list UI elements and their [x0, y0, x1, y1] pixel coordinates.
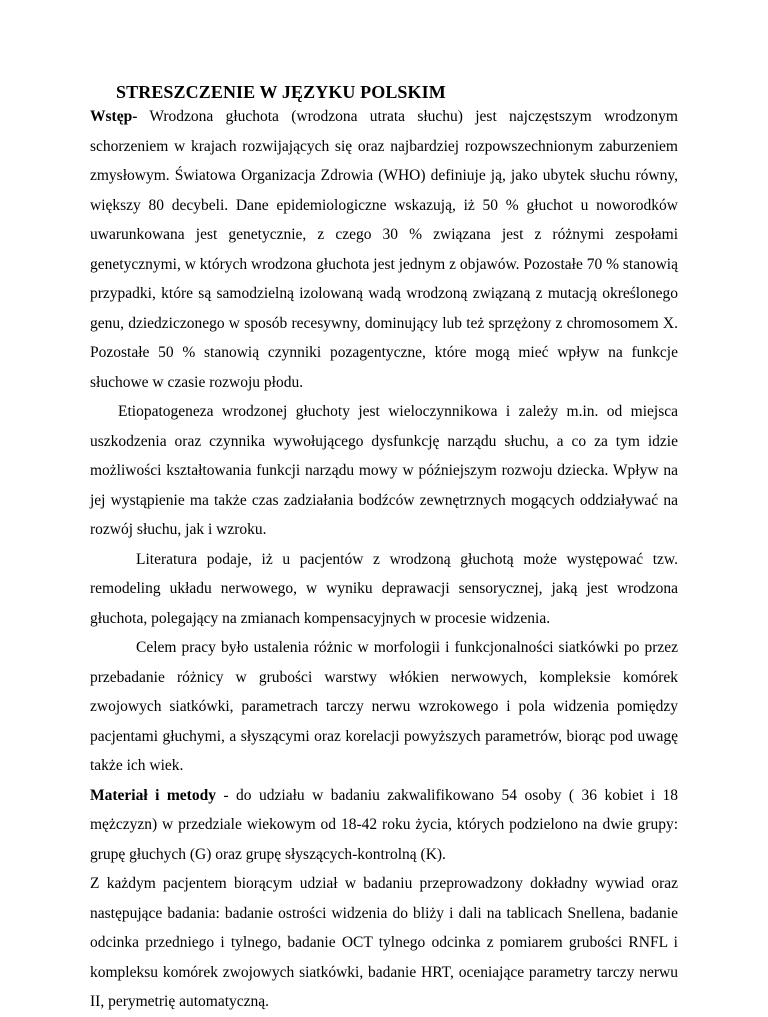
- exams-paragraph: Z każdym pacjentem biorącym udział w badaniu przeprowadzony dokładny wywiad oraz następujące badania: badanie ostrości widzenia do bliży i dali na tablicach Snellena, badanie odcinka przedniego i tylnego, badanie OCT tylnego odcinka z pomiarem grubości RNFL i kompleksu komórek zwojowych siatkówki, badanie HRT, oceniające parametry tarczy nerwu II, perymetrię automatyczną.: [90, 875, 678, 1010]
- methods-text: - do udziału w badaniu zakwalifikowano 54 osoby ( 36 kobiet i 18 mężczyzn) w przedziale wiekowym od 18-42 roku życia, których podzielono na dwie grupy: grupę głuchych (G) oraz grupę słyszących-kontrolną (K).: [90, 786, 678, 863]
- intro-lead: Wstęp-: [90, 108, 138, 125]
- intro-paragraph: [90, 102, 678, 397]
- document-body: [90, 102, 678, 1017]
- page-title: STRESZCZENIE W JĘZYKU POLSKIM: [116, 82, 446, 102]
- methods-lead: Materiał i metody: [90, 786, 216, 804]
- intro-text: Wrodzona głuchota (wrodzona utrata słuchu) jest najczęstszym wrodzonym schorzeniem w krajach rozwijających się oraz najbardziej rozpowszechnionym zaburzeniem zmysłowym. Światowa Organizacja Zdrowia (WHO) definiuje ją, jako ubytek słuchu równy, większy 80 decybeli. Dane epidemiologiczne wskazują, iż 50 % głuchot u noworodków uwarunkowana jest genetycznie, z czego 30 % związana jest z różnymi zespołami genetycznymi, w których wrodzona głuchota jest jednym z objawów. Pozostałe 70 % stanowią przypadki, które są samodzielną izolowaną wadą wrodzoną związaną z mutacją określonego genu, dziedziczonego w sposób recesywny, dominujący lub też sprzężony z chromosomem X. Pozostałe 50 % stanowią czynniki pozagentyczne, które mogą mieć wpływ na funkcje słuchowe w czasie rozwoju płodu.: [90, 108, 678, 391]
- etiology-paragraph: Etiopatogeneza wrodzonej głuchoty jest wieloczynnikowa i zależy m.in. od miejsca uszkodzenia oraz czynnika wywołującego dysfunkcję narządu słuchu, a co za tym idzie możliwości kształtowania funkcji narządu mowy w późniejszym rozwoju dziecka. Wpływ na jej wystąpienie ma także czas zadziałania bodźców zewnętrznych mogących oddziaływać na rozwój słuchu, jak i wzroku.: [90, 403, 678, 538]
- methods-paragraph: [90, 781, 678, 870]
- aim-paragraph: Celem pracy było ustalenia różnic w morfologii i funkcjonalności siatkówki po przez przebadanie różnicy w grubości warstwy włókien nerwowych, kompleksie komórek zwojowych siatkówki, parametrach tarczy nerwu wzrokowego i pola widzenia pomiędzy pacjentami głuchymi, a słyszącymi oraz korelacji powyższych parametrów, biorąc pod uwagę także ich wiek.: [90, 639, 678, 774]
- literature-paragraph: Literatura podaje, iż u pacjentów z wrodzoną głuchotą może występować tzw. remodeling układu nerwowego, w wyniku deprawacji sensorycznej, jaką jest wrodzona głuchota, polegający na zmianach kompensacyjnych w procesie widzenia.: [90, 550, 678, 627]
